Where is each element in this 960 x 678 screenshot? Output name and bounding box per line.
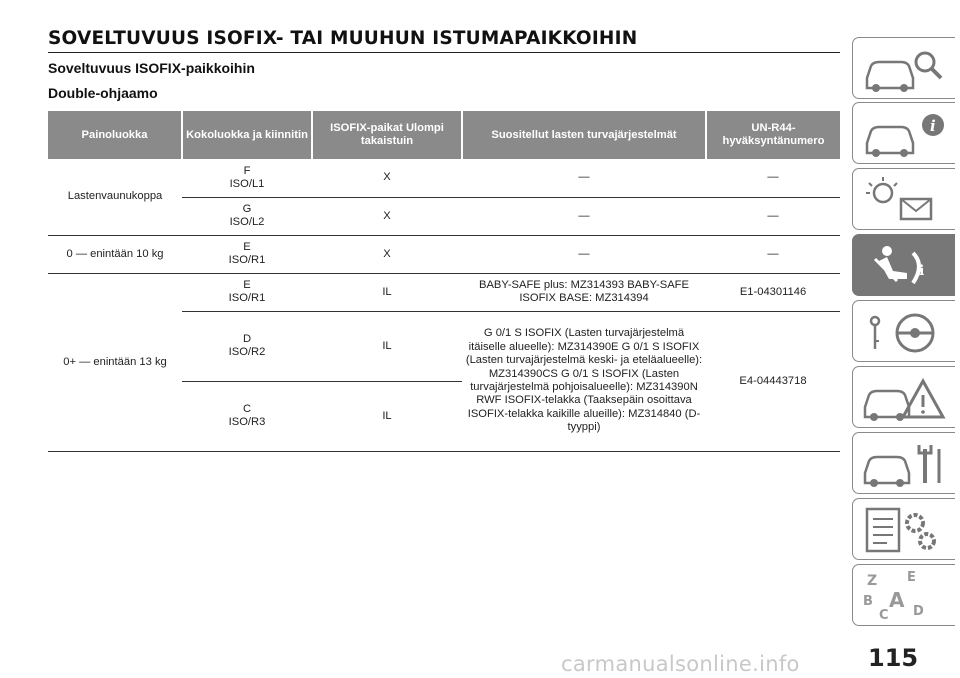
car-info-icon (853, 103, 956, 165)
steering-wheel-key-icon (853, 301, 956, 363)
svg-text:i: i (930, 117, 936, 135)
car-wrench-icon (853, 433, 956, 495)
seat-airbag-icon (853, 235, 956, 297)
svg-text:E: E (907, 570, 916, 585)
isofix-table (48, 111, 840, 452)
table-row (48, 159, 840, 197)
chapter-tab-8[interactable] (852, 498, 955, 560)
chapter-tab-6[interactable] (852, 366, 955, 428)
chapter-tab-3[interactable] (852, 168, 955, 230)
position-cell: IL (312, 311, 462, 381)
svg-text:ℹ: ℹ (919, 263, 925, 279)
chapter-tab-1[interactable] (852, 37, 955, 99)
size-cell: D ISO/R2 (182, 311, 312, 381)
alphabet-index-icon (853, 565, 956, 627)
cab-subtitle: Double-ohjaamo (48, 85, 158, 101)
header-weight: Painoluokka (48, 111, 182, 159)
chapter-tab-7[interactable] (852, 432, 955, 494)
watermark-text: carmanualsonline.info (561, 652, 800, 676)
approval-cell: — (706, 159, 840, 197)
group-cell: 0 — enintään 10 kg (48, 235, 182, 273)
chapter-tab-9[interactable] (852, 564, 955, 626)
page-title: SOVELTUVUUS ISOFIX- TAI MUUHUN ISTUMAPAIKKOIHIN (48, 28, 840, 53)
chapter-tab-5[interactable] (852, 300, 955, 362)
car-warning-triangle-icon (853, 367, 956, 429)
svg-text:D: D (913, 604, 924, 619)
position-cell: IL (312, 273, 462, 311)
position-cell: X (312, 159, 462, 197)
size-cell: F ISO/L1 (182, 159, 312, 197)
recommended-cell: — (462, 235, 706, 273)
approval-cell: — (706, 235, 840, 273)
svg-text:Z: Z (867, 573, 878, 589)
approval-cell: — (706, 197, 840, 235)
size-cell: E ISO/R1 (182, 273, 312, 311)
recommended-cell: BABY-SAFE plus: MZ314393 BABY-SAFE ISOFIX BASE: MZ314394 (462, 273, 706, 311)
table-row (48, 235, 840, 273)
recommended-cell: — (462, 197, 706, 235)
recommended-cell: — (462, 159, 706, 197)
svg-text:B: B (863, 594, 873, 609)
group-cell: Lastenvaunukoppa (48, 159, 182, 235)
header-approval: UN-R44-hyväksyntänumero (706, 111, 840, 159)
warning-light-envelope-icon (853, 169, 956, 231)
header-size: Kokoluokka ja kiinnitin (182, 111, 312, 159)
group-cell: 0+ — enintään 13 kg (48, 273, 182, 451)
position-cell: X (312, 197, 462, 235)
page-number: 115 (868, 644, 919, 672)
header-positions: ISOFIX-paikat Ulompi takaistuin (312, 111, 462, 159)
svg-text:A: A (889, 588, 905, 612)
size-cell: G ISO/L2 (182, 197, 312, 235)
car-magnifier-icon (853, 38, 956, 100)
table-row (48, 273, 840, 311)
position-cell: X (312, 235, 462, 273)
recommended-cell: G 0/1 S ISOFIX (Lasten turvajärjestelmä itäiselle alueelle): MZ314390E G 0/1 S ISOFIX (Lasten turvajärjestelmä keski- ja eteläalueelle): MZ314390CS G 0/1 S ISOFIX (Lasten turvajärjestelmä pohjoisalueelle): MZ314390N RWF ISOFIX-telakka (Taaksepäin osoittava ISOFIX-telakka kaikille alueille): MZ314840 (D-tyyppi) (462, 311, 706, 451)
position-cell: IL (312, 381, 462, 451)
size-cell: E ISO/R1 (182, 235, 312, 273)
spec-sheet-gears-icon (853, 499, 956, 561)
approval-cell: E4-04443718 (706, 311, 840, 451)
section-subtitle: Soveltuvuus ISOFIX-paikkoihin (48, 60, 255, 76)
header-recommended: Suositellut lasten turvajärjestelmät (462, 111, 706, 159)
chapter-tab-4-active[interactable] (852, 234, 955, 296)
size-cell: C ISO/R3 (182, 381, 312, 451)
approval-cell: E1-04301146 (706, 273, 840, 311)
chapter-tab-2[interactable] (852, 102, 955, 164)
table-header-row (48, 111, 840, 159)
svg-text:C: C (879, 608, 889, 623)
